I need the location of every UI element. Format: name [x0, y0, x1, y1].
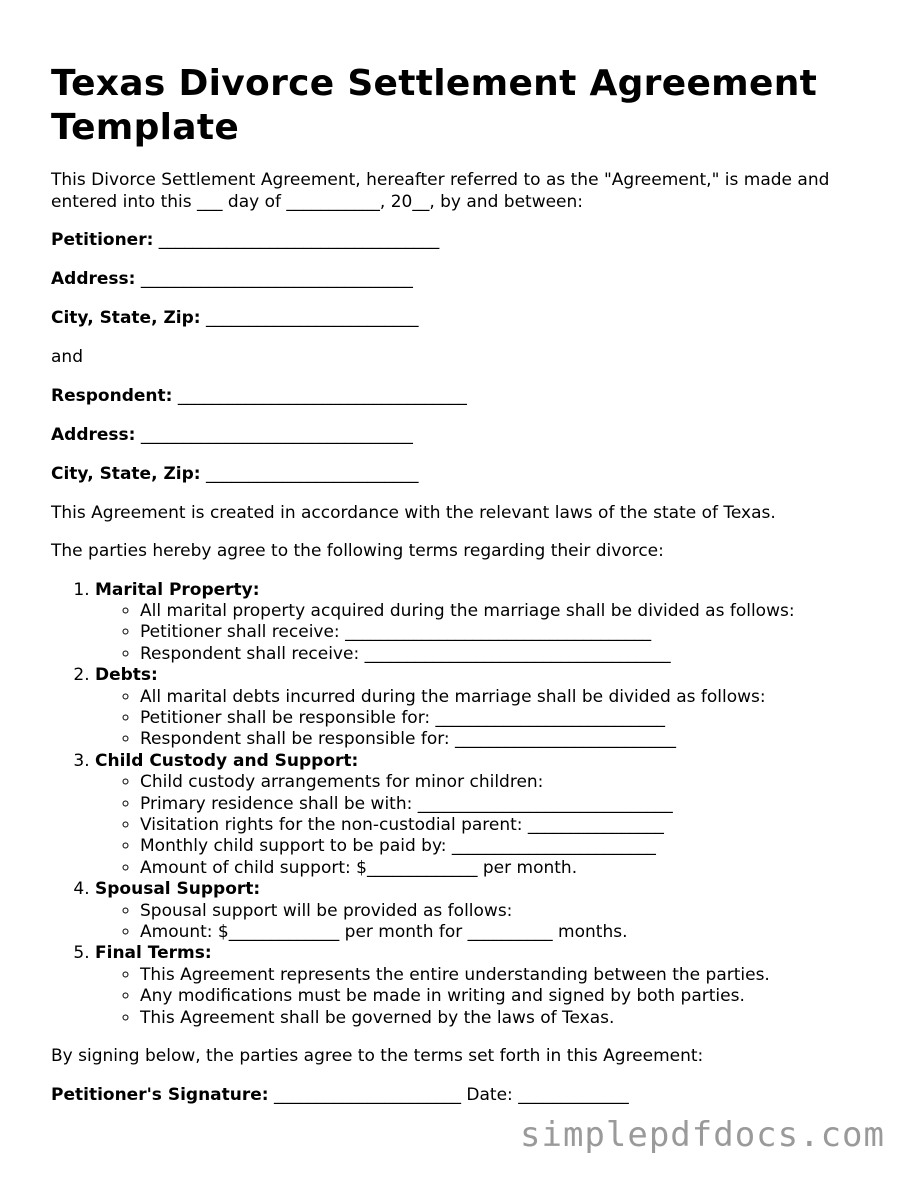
respondent-address-label: Address:	[51, 424, 136, 445]
laws-paragraph: This Agreement is created in accordance with the relevant laws of the state of Texas.	[51, 502, 776, 523]
signature-label: Petitioner's Signature:	[51, 1084, 269, 1105]
section-marital-property	[95, 580, 871, 666]
respondent-city-label: City, State, Zip:	[51, 463, 201, 484]
terms-list	[51, 580, 871, 1030]
section-final-terms	[95, 943, 871, 1029]
respondent-address-field	[51, 425, 871, 447]
section-debts	[95, 665, 871, 751]
intro-paragraph: This Divorce Settlement Agreement, hereafter referred to as the "Agreement," is made and entered into this ___ day of ___________, 20__, by and between:	[51, 170, 830, 212]
signing-paragraph: By signing below, the parties agree to the terms set forth in this Agreement:	[51, 1046, 704, 1067]
petitioner-city-field	[51, 308, 871, 330]
document-title: Texas Divorce Settlement Agreement Template	[51, 63, 818, 148]
petitioner-signature-field	[51, 1085, 871, 1107]
list-item: ◦ This Agreement represents the entire understanding between the parties.	[140, 965, 871, 986]
document-page	[51, 62, 871, 1124]
section-child-custody	[95, 751, 871, 879]
list-item: ◦ Respondent shall receive: ____________________________________	[140, 644, 871, 665]
list-item: ◦ Any modifications must be made in writing and signed by both parties.	[140, 986, 871, 1007]
list-item: ◦ Child custody arrangements for minor children:	[140, 772, 871, 793]
list-item: ◦ Petitioner shall be responsible for: ___________________________	[140, 708, 871, 729]
section-title: Child Custody and Support:	[95, 750, 359, 771]
petitioner-city-blank[interactable]: _________________________	[205, 308, 419, 328]
list-item: ◦ Visitation rights for the non-custodial parent: ________________	[140, 815, 871, 836]
section-items	[95, 687, 871, 751]
section-items	[95, 601, 871, 665]
list-item: ◦ Petitioner shall receive: ____________________________________	[140, 622, 871, 643]
petitioner-address-field	[51, 269, 871, 291]
list-item: ◦ All marital debts incurred during the marriage shall be divided as follows:	[140, 687, 871, 708]
list-item: ◦ Spousal support will be provided as follows:	[140, 901, 871, 922]
list-item: ◦ This Agreement shall be governed by the laws of Texas.	[140, 1008, 871, 1029]
section-title: Final Terms:	[95, 943, 212, 964]
petitioner-name-field	[51, 230, 871, 252]
respondent-city-field	[51, 464, 871, 486]
section-title: Spousal Support:	[95, 879, 261, 900]
respondent-name-label: Respondent:	[51, 385, 173, 406]
respondent-name-field	[51, 386, 871, 408]
date-label: Date:	[466, 1084, 513, 1105]
date-blank[interactable]: _____________	[518, 1084, 629, 1105]
petitioner-name-blank[interactable]: _________________________________	[158, 230, 440, 250]
list-item: ◦ All marital property acquired during the marriage shall be divided as follows:	[140, 601, 871, 622]
respondent-city-blank[interactable]: _________________________	[205, 463, 419, 484]
petitioner-address-label: Address:	[51, 269, 136, 289]
list-item: ◦ Amount: $_____________ per month for __________ months.	[140, 922, 871, 943]
respondent-address-blank[interactable]: ________________________________	[140, 424, 413, 445]
section-title: Marital Property:	[95, 579, 260, 600]
petitioner-address-blank[interactable]: ________________________________	[140, 269, 413, 289]
signature-blank[interactable]: ______________________	[274, 1084, 461, 1105]
and-text: and	[51, 347, 83, 367]
section-items	[95, 901, 871, 944]
watermark-text: simplepdfdocs.com	[520, 1115, 885, 1155]
list-item: ◦ Monthly child support to be paid by: ________________________	[140, 836, 871, 857]
section-items	[95, 772, 871, 879]
respondent-name-blank[interactable]: __________________________________	[177, 385, 467, 406]
terms-intro-paragraph: The parties hereby agree to the following terms regarding their divorce:	[51, 541, 664, 561]
section-items	[95, 965, 871, 1029]
list-item: ◦ Amount of child support: $_____________ per month.	[140, 858, 871, 879]
petitioner-name-label: Petitioner:	[51, 230, 154, 250]
list-item: ◦ Primary residence shall be with: ______________________________	[140, 794, 871, 815]
list-item: ◦ Respondent shall be responsible for: __________________________	[140, 729, 871, 750]
section-title: Debts:	[95, 665, 158, 686]
petitioner-city-label: City, State, Zip:	[51, 308, 201, 328]
section-spousal-support	[95, 879, 871, 943]
